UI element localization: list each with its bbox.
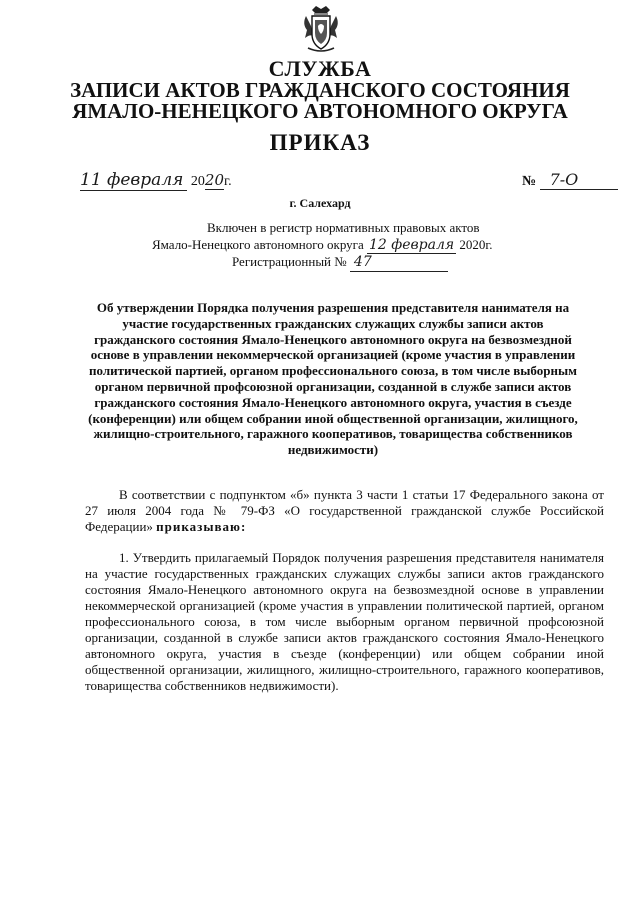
registration-line2 xyxy=(152,237,493,255)
service-heading: СЛУЖБА xyxy=(268,56,372,81)
registration-line1: Включен в регистр нормативных правовых актов xyxy=(207,220,480,235)
order-number xyxy=(522,170,618,190)
year-prefix: 20 xyxy=(190,174,205,189)
legal-basis-paragraph xyxy=(85,487,604,535)
number-label: № xyxy=(522,174,537,189)
registration-number-label: Регистрационный № xyxy=(232,254,347,269)
order-date xyxy=(80,170,232,190)
handwritten-date: 11 февраля xyxy=(80,170,187,191)
document-type: ПРИКАЗ xyxy=(269,130,371,155)
handwritten-registration-date: 12 февраля xyxy=(369,236,455,253)
registration-line3 xyxy=(152,254,493,272)
registration-year: 2020г. xyxy=(459,236,493,252)
handwritten-number: 7-О xyxy=(540,170,618,190)
handwritten-registration-number: 47 xyxy=(350,254,448,272)
registration-line2-text: Ямало-Ненецкого автономного округа xyxy=(152,236,364,252)
document-title: Об утверждении Порядка получения разрешения представителя нанимателя на участие государственных гражданских служащих службы записи актов гражданского состояния Ямало-Ненецкого автономного округа на безвозмездной основе в управлении некоммерческой организацией (кроме участия в управлении политической партией, органом профессионального союза, в том числе выборным органом первичной профсоюзной организации, созданной в службе записи актов гражданского состояния Ямало-Ненецкого автономного округа, участия в съезде (конференции) или общем собрании иной общественной организации, жилищного, жилищно-строительного, гаражного кооперативов, товарищества собственников недвижимости) xyxy=(88,300,578,458)
handwritten-year: 20 xyxy=(204,171,224,189)
legal-basis-text: В соответствии с подпунктом «б» пункта 3 части 1 статьи 17 Федерального закона от 27 июля 2004 года № 79-ФЗ «О государственной гражданской службе Российской Федерации» xyxy=(85,487,604,534)
year-suffix: г. xyxy=(224,174,232,189)
item-1-paragraph: 1. Утвердить прилагаемый Порядок получения разрешения представителя нанимателя на участие государственных гражданских служащих службы записи актов гражданского состояния Ямало-Ненецкого автономного округа на безвозмездной основе в управлении некоммерческой организацией (кроме участия в управлении политической партией, органом профессионального союза, в том числе выборным органом первичной профсоюзной организации, созданной в службе записи актов гражданского состояния Ямало-Ненецкого автономного округа, участия в съезде (конференции) или общем собрании иной общественной организации, жилищного, жилищно-строительного, гаражного кооперативов, товарищества собственников недвижимости). xyxy=(85,550,604,693)
service-heading-line3: ЯМАЛО-НЕНЕЦКОГО АВТОНОМНОГО ОКРУГА xyxy=(72,99,568,123)
registration-stamp xyxy=(152,220,493,272)
coat-of-arms-icon xyxy=(298,4,344,56)
city: г. Салехард xyxy=(289,196,351,210)
command-word: приказываю: xyxy=(156,519,247,534)
service-heading-line2: ЗАПИСИ АКТОВ ГРАЖДАНСКОГО СОСТОЯНИЯ xyxy=(70,78,570,102)
